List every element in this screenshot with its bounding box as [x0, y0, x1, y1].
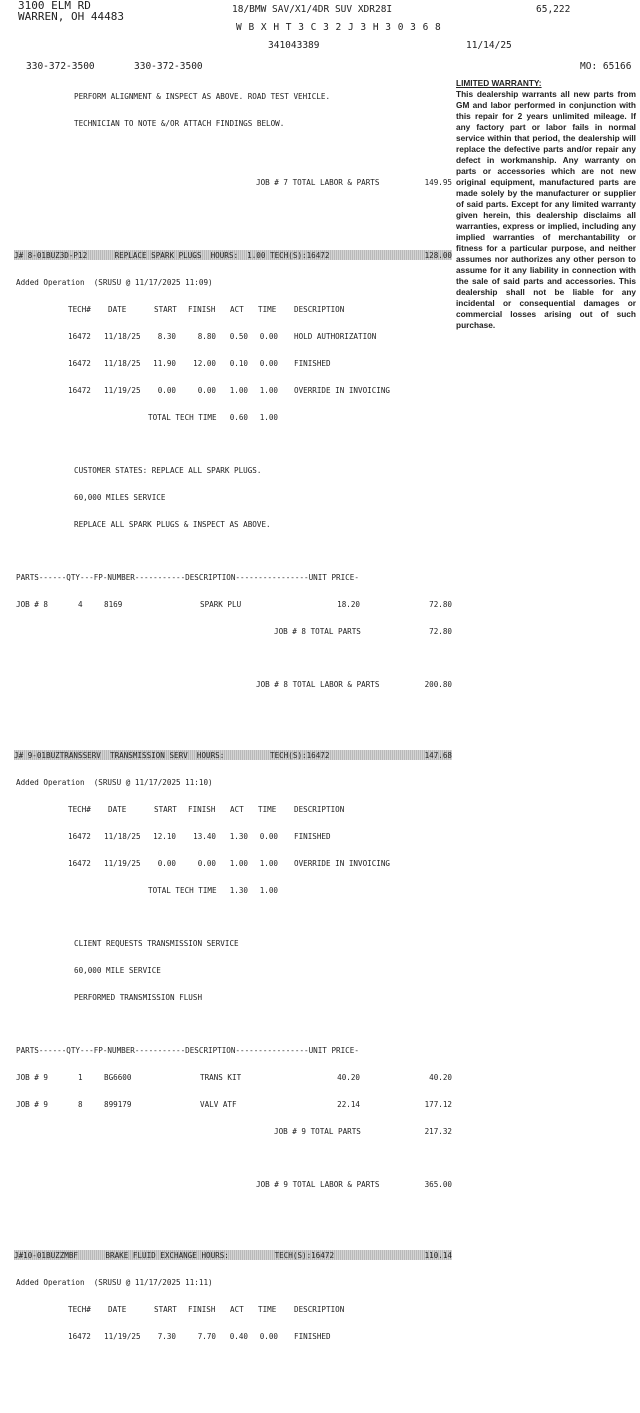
part-row: JOB # 9 1 BG6600 TRANS KIT 40.20 40.20	[16, 1073, 452, 1082]
total-tech-time-row: TOTAL TECH TIME 0.60 1.00	[148, 413, 278, 422]
tech-row: 16472 11/18/25 8.30 8.80 0.50 0.00 HOLD AUTHORIZATION	[68, 332, 377, 341]
phone-1: 330-372-3500	[26, 61, 95, 72]
job-total-row: JOB # 9 TOTAL LABOR & PARTS 365.00	[256, 1180, 452, 1189]
job-lines	[16, 74, 452, 1359]
parts-total-row: JOB # 9 TOTAL PARTS 217.32	[274, 1127, 452, 1136]
mo-number: MO: 65166	[580, 61, 632, 72]
phone-2: 330-372-3500	[134, 61, 203, 72]
job-header-bar: J#10-01BUZZMBF BRAKE FLUID EXCHANGE HOURS: TECH(S):16472 110.14	[14, 1251, 452, 1260]
ro-number: 341043389	[268, 40, 320, 51]
vehicle-description: 18/BMW SAV/X1/4DR SUV XDR28I	[232, 4, 393, 15]
warranty-title: LIMITED WARRANTY:	[456, 78, 542, 88]
added-operation: Added Operation (SRUSU @ 11/17/2025 11:11)	[16, 1278, 213, 1287]
tech-row: 16472 11/19/25 0.00 0.00 1.00 1.00 OVERRIDE IN INVOICING	[68, 859, 391, 868]
tech-header-row: TECH# DATE START FINISH ACT TIME DESCRIPTION	[68, 805, 345, 814]
parts-header: PARTS------QTY---FP-NUMBER-----------DESCRIPTION----------------UNIT PRICE-	[16, 573, 359, 582]
limited-warranty	[456, 78, 636, 331]
job-note: REPLACE ALL SPARK PLUGS & INSPECT AS ABOVE.	[74, 520, 271, 529]
tech-row: 16472 11/18/25 12.10 13.40 1.30 0.00 FINISHED	[68, 832, 331, 841]
vin-number: W B X H T 3 C 3 2 J 3 H 3 0 3 6 8	[236, 22, 442, 33]
ro-date: 11/14/25	[466, 40, 512, 51]
total-tech-time-row: TOTAL TECH TIME 1.30 1.00	[148, 886, 278, 895]
job-header-bar: J# 8-01BUZ3D-P12 REPLACE SPARK PLUGS HOURS: 1.00 TECH(S):16472 128.00	[14, 251, 452, 260]
intro-line: PERFORM ALIGNMENT & INSPECT AS ABOVE. ROAD TEST VEHICLE.	[74, 92, 331, 101]
job-note: 60,000 MILE SERVICE	[74, 966, 161, 975]
added-operation: Added Operation (SRUSU @ 11/17/2025 11:10)	[16, 778, 213, 787]
job-header-bar: J# 9-01BUZTRANSSERV TRANSMISSION SERV HOURS: TECH(S):16472 147.68	[14, 751, 452, 760]
job-total-row: JOB # 7 TOTAL LABOR & PARTS 149.95	[256, 178, 452, 187]
dealer-city: WARREN, OH 44483	[18, 10, 124, 23]
job-note: CLIENT REQUESTS TRANSMISSION SERVICE	[74, 939, 239, 948]
job-note: PERFORMED TRANSMISSION FLUSH	[74, 993, 203, 1002]
job-note: 60,000 MILES SERVICE	[74, 493, 166, 502]
part-row: JOB # 8 4 8169 SPARK PLU 18.20 72.80	[16, 600, 452, 609]
tech-row: 16472 11/19/25 0.00 0.00 1.00 1.00 OVERRIDE IN INVOICING	[68, 386, 391, 395]
tech-header-row: TECH# DATE START FINISH ACT TIME DESCRIPTION	[68, 1305, 345, 1314]
tech-row: 16472 11/18/25 11.90 12.00 0.10 0.00 FINISHED	[68, 359, 331, 368]
job-note: CUSTOMER STATES: REPLACE ALL SPARK PLUGS.	[74, 466, 262, 475]
intro-line: TECHNICIAN TO NOTE &/OR ATTACH FINDINGS BELOW.	[74, 119, 285, 128]
tech-row: 16472 11/19/25 7.30 7.70 0.40 0.00 FINISHED	[68, 1332, 331, 1341]
job-total-row: JOB # 8 TOTAL LABOR & PARTS 200.80	[256, 680, 452, 689]
part-row: JOB # 9 8 899179 VALV ATF 22.14 177.12	[16, 1100, 452, 1109]
tech-header-row: TECH# DATE START FINISH ACT TIME DESCRIPTION	[68, 305, 345, 314]
dealer-street: 3100 ELM RD	[18, 0, 91, 12]
warranty-text: This dealership warrants all new parts from GM and labor performed in conjunction with this repair for 2 years unlimited mileage. If any factory part or labor fails in normal service within that period, the dealership will replace the defective parts and/or repair any defect in workmanship. Any warranty on parts or accessories which are not new original equipment, manufactured parts are made solely by the manufacturer or supplier of said parts. Except for any limited warranty given herein, this dealership disclaims all warranties, express or implied, including any implied warranties of merchantability or fitness for a particular purpose, and neither assumes nor authorizes any other person to assume for it any liability in connection with the sale of said parts and accessories. This dealership shall not be liable for any incidental or consequential damages or commercial losses arising out of such purchase.	[456, 89, 636, 330]
parts-total-row: JOB # 8 TOTAL PARTS 72.80	[274, 627, 452, 636]
parts-header: PARTS------QTY---FP-NUMBER-----------DESCRIPTION----------------UNIT PRICE-	[16, 1046, 359, 1055]
added-operation: Added Operation (SRUSU @ 11/17/2025 11:09)	[16, 278, 213, 287]
vehicle-mileage: 65,222	[536, 4, 571, 15]
